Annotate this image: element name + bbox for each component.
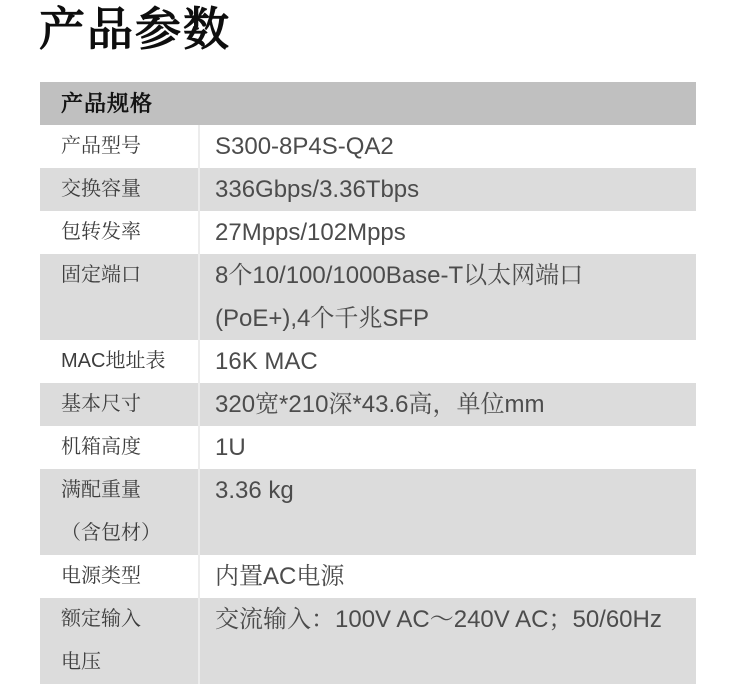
spec-label-line: 机箱高度 xyxy=(61,436,141,458)
spec-value xyxy=(198,555,696,598)
spec-value xyxy=(198,168,696,211)
spec-value xyxy=(198,469,696,555)
spec-label-line: 固定端口 xyxy=(61,264,141,286)
spec-value-line: 内置AC电源 xyxy=(215,563,345,590)
page-title: 产品参数 xyxy=(39,3,231,55)
spec-label-line: MAC地址表 xyxy=(61,350,166,372)
spec-value-line: 320宽*210深*43.6高，单位mm xyxy=(215,391,545,418)
spec-label xyxy=(40,340,198,383)
spec-label xyxy=(40,426,198,469)
spec-value xyxy=(198,125,696,168)
spec-label-line: （含包材） xyxy=(61,522,161,544)
spec-value-line: 336Gbps/3.36Tbps xyxy=(215,176,420,203)
spec-label xyxy=(40,383,198,426)
spec-label-line: 基本尺寸 xyxy=(61,393,141,415)
spec-label-line: 额定输入 xyxy=(61,608,141,630)
spec-table-body xyxy=(40,125,696,684)
spec-label xyxy=(40,211,198,254)
spec-row xyxy=(40,383,696,426)
spec-value-line: 3.36 kg xyxy=(215,477,294,504)
spec-value xyxy=(198,211,696,254)
spec-label xyxy=(40,555,198,598)
spec-label-line: 包转发率 xyxy=(61,221,141,243)
spec-value xyxy=(198,254,696,340)
spec-label-line: 产品型号 xyxy=(61,135,141,157)
spec-label-line: 满配重量 xyxy=(61,479,141,501)
spec-value xyxy=(198,340,696,383)
spec-label xyxy=(40,125,198,168)
spec-value xyxy=(198,598,696,684)
spec-value xyxy=(198,383,696,426)
spec-label xyxy=(40,168,198,211)
spec-row xyxy=(40,211,696,254)
spec-label xyxy=(40,254,198,340)
spec-label xyxy=(40,598,198,684)
spec-table-header: 产品规格 xyxy=(40,82,696,125)
spec-value-line: 8个10/100/1000Base-T以太网端口 xyxy=(215,262,584,289)
spec-value-line: (PoE+),4个千兆SFP xyxy=(215,305,430,332)
spec-value-line: 交流输入：100V AC～240V AC；50/60Hz xyxy=(215,606,662,633)
spec-row xyxy=(40,254,696,340)
spec-row xyxy=(40,426,696,469)
spec-value-line: S300-8P4S-QA2 xyxy=(215,133,394,160)
spec-label-line: 电源类型 xyxy=(61,565,141,587)
spec-row xyxy=(40,598,696,684)
spec-value-line: 1U xyxy=(215,434,246,461)
spec-row xyxy=(40,555,696,598)
spec-table xyxy=(40,82,696,684)
spec-label-line: 电压 xyxy=(61,651,101,673)
spec-label-line: 交换容量 xyxy=(61,178,141,200)
spec-value-line: 27Mpps/102Mpps xyxy=(215,219,406,246)
spec-value xyxy=(198,426,696,469)
spec-row xyxy=(40,168,696,211)
spec-label xyxy=(40,469,198,555)
spec-row xyxy=(40,340,696,383)
spec-value-line: 16K MAC xyxy=(215,348,318,375)
spec-row xyxy=(40,469,696,555)
spec-row xyxy=(40,125,696,168)
